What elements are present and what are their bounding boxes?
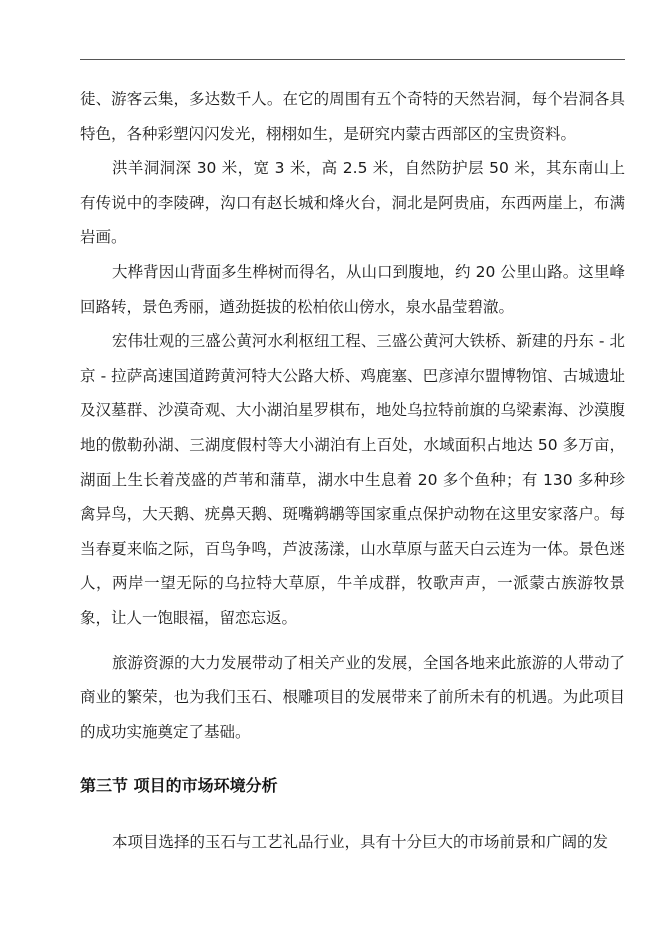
paragraph-scenic-spots: 宏伟壮观的三盛公黄河水利枢纽工程、三盛公黄河大铁桥、新建的丹东 - 北京 - 拉萨高速国道跨黄河特大公路大桥、鸡鹿塞、巴彦淖尔盟博物馆、古城遗址及汉墓群、沙漠奇观、大小湖泊星罗棋布，地处乌拉特前旗的乌梁素海、沙漠腹地的傲勒孙湖、三湖度假村等大小湖泊有上百处，水域面积占地达 50 多万亩，湖面上生长着茂盛的芦苇和蒲草，湖水中生息着 20 多个鱼种；有 130 多种珍禽异鸟，大天鹅、疣鼻天鹅、斑嘴鹈鹕等国家重点保护动物在这里安家落户。每当春夏来临之际，百鸟争鸣，芦波荡漾，山水草原与蓝天白云连为一体。景色迷人，两岸一望无际的乌拉特大草原，牛羊成群，牧歌声声，一派蒙古族游牧景象，让人一饱眼福，留恋忘返。 — [80, 332, 625, 627]
paragraph-market-intro: 本项目选择的玉石与工艺礼品行业，具有十分巨大的市场前景和广阔的发 — [112, 833, 609, 852]
paragraph-continuation: 徒、游客云集，多达数千人。在它的周围有五个奇特的天然岩洞，每个岩洞各具特色，各种彩塑闪闪发光，栩栩如生，是研究内蒙古西部区的宝贵资料。 — [80, 90, 625, 143]
paragraph-dahuabei: 大桦背因山背面多生桦树而得名，从山口到腹地，约 20 公里山路。这里峰回路转，景色秀丽，遒劲挺拔的松柏依山傍水，泉水晶莹碧澈。 — [80, 262, 625, 316]
document-body — [80, 82, 625, 860]
section-heading: 第三节 项目的市场环境分析 — [80, 776, 278, 796]
paragraph-hongyang-cave: 洪羊洞洞深 30 米，宽 3 米，高 2.5 米，自然防护层 50 米，其东南山上有传说中的李陵碑，沟口有赵长城和烽火台，洞北是阿贵庙，东西两崖上，布满岩画。 — [80, 159, 625, 247]
paragraph-tourism-development: 旅游资源的大力发展带动了相关产业的发展，全国各地来此旅游的人带动了商业的繁荣，也为我们玉石、根雕项目的发展带来了前所未有的机遇。为此项目的成功实施奠定了基础。 — [80, 653, 625, 741]
header-rule — [80, 59, 625, 60]
